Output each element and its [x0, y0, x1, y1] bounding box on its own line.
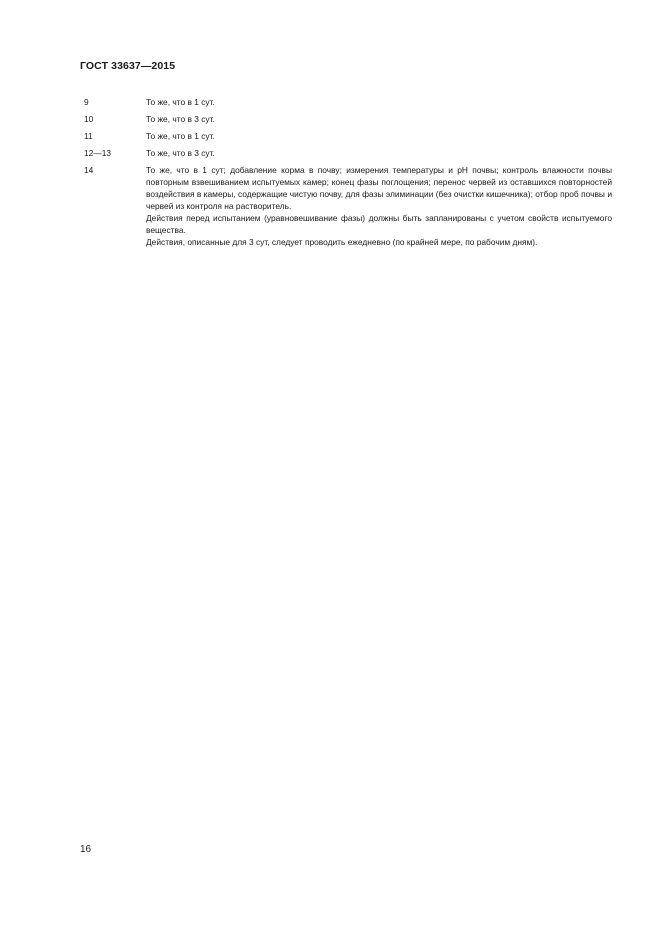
schedule-table — [84, 96, 612, 253]
activity-text: То же, что в 1 сут. — [146, 97, 215, 107]
day-cell: 14 — [84, 165, 94, 175]
page-number: 16 — [80, 844, 92, 855]
schedule-row — [84, 113, 612, 125]
schedule-row — [84, 96, 612, 108]
schedule-row — [84, 147, 612, 159]
day-cell: 12—13 — [84, 148, 112, 158]
activity-text: То же, что в 1 сут; добавление корма в почву; измерения температуры и pH почвы; контроль влажности почвы повторным взвешиванием испытуемых камер; конец фазы поглощения; перенос червей из оставшихся повторностей воздействия в камеры, содержащие чистую почву, для фазы элиминации (без очистки кишечника); отбор проб почвы и червей из контроля на растворитель. — [146, 165, 612, 211]
schedule-row — [84, 164, 612, 248]
activity-cell — [146, 147, 612, 159]
activity-cell — [146, 113, 612, 125]
day-cell: 10 — [84, 114, 94, 124]
activity-text: То же, что в 1 сут. — [146, 131, 215, 141]
activity-cell — [146, 164, 612, 248]
activity-note: Действия перед испытанием (уравновешивание фазы) должны быть запланированы с учетом свойств испытуемого вещества. — [146, 213, 612, 235]
activity-text: То же, что в 3 сут. — [146, 114, 215, 124]
activity-text: То же, что в 3 сут. — [146, 148, 215, 158]
activity-cell — [146, 96, 612, 108]
activity-cell — [146, 130, 612, 142]
day-cell: 9 — [84, 97, 89, 107]
document-code-header: ГОСТ 33637—2015 — [80, 60, 176, 72]
activity-note: Действия, описанные для 3 сут, следует проводить ежедневно (по крайней мере, по рабочим дням). — [146, 237, 538, 247]
day-cell: 11 — [84, 131, 93, 141]
schedule-row — [84, 130, 612, 142]
